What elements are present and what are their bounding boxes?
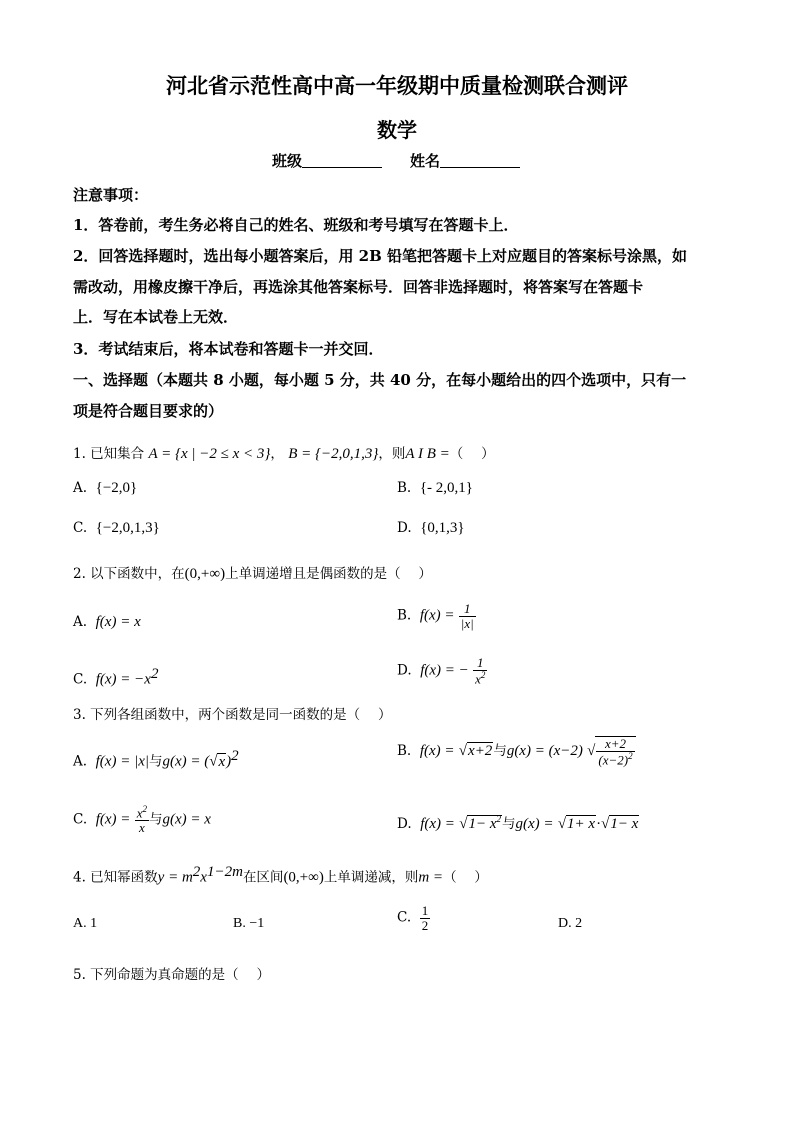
q2-d-num: 1 xyxy=(476,655,484,670)
class-label: 班级 xyxy=(272,152,303,170)
q3-a-label: A. xyxy=(73,753,88,770)
q1-option-b xyxy=(397,480,473,497)
q4-c-label: C. xyxy=(397,909,412,926)
note-2-line-3: 上．写在本试卷上无效． xyxy=(73,308,239,326)
note-2-line-1: 2．回答选择题时，选出每小题答案后，用 2B 铅笔把答题卡上对应题目的答案标号涂黑，如 xyxy=(73,247,688,265)
q2-c-lhs: f(x) = −x xyxy=(95,671,151,688)
q1-suffix: ，则 xyxy=(378,446,406,462)
question-3-stem: 3. 下列各组函数中，两个函数是同一函数的是（ ） xyxy=(73,707,392,723)
q4-func: y = m xyxy=(157,869,193,886)
section-1-line-1: 一、选择题（本题共 8 小题，每小题 5 分，共 40 分，在每小题给出的四个选项中，只有一 xyxy=(73,371,687,389)
q2-prefix: 2. 以下函数中，在 xyxy=(73,566,185,582)
q2-b-fraction xyxy=(459,602,476,630)
q3-b-with: 与 xyxy=(493,742,507,759)
q3-c-label: C. xyxy=(73,811,88,828)
q3-b-den: $(x-2)^2$ xyxy=(598,750,633,767)
question-5-stem: 5. 下列命题为真命题的是（ ） xyxy=(73,967,270,983)
q2-b-num: 1 xyxy=(464,601,471,616)
q4-option-b: B. −1 xyxy=(233,916,265,931)
q4-mid: 在区间 xyxy=(242,869,284,886)
q2-option-a xyxy=(73,614,141,631)
note-1: 1．答卷前，考生务必将自己的姓名、班级和考号填写在答题卡上． xyxy=(73,216,519,234)
q1-c-label: C. xyxy=(73,520,88,536)
name-field xyxy=(410,150,520,171)
q3-b-g: g(x) = (x−2) xyxy=(506,742,583,759)
q1-b-label: B. xyxy=(397,480,412,496)
q4-paren: （ ） xyxy=(443,869,488,886)
q3-a-g: g(x) = ( xyxy=(162,753,210,770)
q4-func-exp-1: 2 xyxy=(192,864,201,880)
q1-sep: ， xyxy=(270,446,284,462)
q2-option-d xyxy=(397,656,487,686)
q4-var: m = xyxy=(418,869,444,886)
q2-interval: (0,+∞) xyxy=(184,566,226,582)
q1-c-value: {−2,0,1,3} xyxy=(95,520,160,536)
q1-set-b: B = {−2,0,1,3} xyxy=(288,446,379,462)
q2-option-c xyxy=(73,666,158,689)
q3-d-g: g(x) = xyxy=(515,816,554,832)
q1-d-value: {0,1,3} xyxy=(420,520,465,536)
name-label: 姓名 xyxy=(410,152,441,170)
q1-option-c xyxy=(73,520,160,537)
q4-func-x: x xyxy=(200,869,207,886)
q2-d-label: D. xyxy=(397,662,412,679)
note-3: 3．考试结束后，将本试卷和答题卡一并交回． xyxy=(73,340,384,358)
q3-option-d: D. $f(x) = √1- x^2$与g(x) = √1+ x·√1− x xyxy=(397,814,639,832)
q1-a-label: A. xyxy=(73,480,88,496)
q3-d-dot: · xyxy=(596,816,602,832)
q4-interval: (0,+∞) xyxy=(283,869,324,886)
q2-a-label: A. xyxy=(73,614,88,630)
q3-b-sqrt: x+2 xyxy=(468,742,493,759)
q3-d-f: f(x) = xyxy=(420,816,455,832)
q4-suffix: 上单调递减，则 xyxy=(323,869,419,886)
q3-b-f: f(x) = xyxy=(419,742,455,759)
q4-c-fraction xyxy=(420,904,431,932)
q3-a-exp: 2 xyxy=(231,748,239,764)
question-4-stem xyxy=(73,864,488,887)
q2-a-value: f(x) = x xyxy=(95,614,141,630)
q4-option-a: A. 1 xyxy=(73,916,98,931)
q3-d-sqrt-1: $1- x^2$ xyxy=(468,814,501,832)
name-blank xyxy=(440,153,520,168)
q3-option-c xyxy=(73,805,211,835)
q1-expr: A I B = xyxy=(405,446,450,462)
q1-option-d xyxy=(397,520,465,537)
q4-c-num: 1 xyxy=(421,903,429,918)
q3-option-a: A. f(x) = |x|与$g(x) = (√x)^2$ xyxy=(73,748,239,770)
q3-c-den: x xyxy=(135,820,149,835)
class-field xyxy=(272,150,382,171)
q2-suffix: 上单调递增且是偶函数的是（ ） xyxy=(225,566,432,582)
question-2-stem xyxy=(73,562,432,583)
q3-a-close: ) xyxy=(226,753,232,770)
q2-d-fraction xyxy=(473,656,487,686)
q2-option-b xyxy=(397,602,476,630)
section-1-line-2: 项是符合题目要求的） xyxy=(73,402,224,420)
q3-d-with: 与 xyxy=(501,816,516,832)
q4-option-c xyxy=(397,904,430,932)
q2-b-label: B. xyxy=(397,607,412,624)
q3-b-label: B. xyxy=(397,742,412,759)
class-blank xyxy=(302,153,382,168)
q3-b-num: x+2 xyxy=(604,736,627,751)
q3-a-f: f(x) = |x| xyxy=(95,753,149,770)
note-2-line-2: 需改动，用橡皮擦干净后，再选涂其他答案标号．回答非选择题时，将答案写在答题卡 xyxy=(73,278,644,296)
q3-c-g: g(x) = x xyxy=(162,811,211,828)
q2-c-label: C. xyxy=(73,671,88,688)
q1-set-a: A = {x | −2 ≤ x < 3} xyxy=(148,446,271,462)
q3-c-with: 与 xyxy=(149,811,163,828)
q2-c-exp: 2 xyxy=(150,666,159,682)
question-1-stem xyxy=(73,442,495,463)
exam-title: 河北省示范性高中高一年级期中质量检测联合测评 xyxy=(166,73,628,98)
q2-d-den: $x^2$ xyxy=(475,669,486,686)
q1-paren: （ ） xyxy=(449,446,495,462)
q3-d-label: D. xyxy=(397,816,412,832)
q4-c-den: 2 xyxy=(421,917,429,933)
q3-a-with: 与 xyxy=(148,753,163,770)
q3-c-fraction xyxy=(135,805,149,835)
notes-heading: 注意事项： xyxy=(73,186,149,204)
q3-c-f: f(x) = xyxy=(95,811,131,828)
q1-b-value: {- 2,0,1} xyxy=(419,480,473,496)
q1-d-label: D. xyxy=(397,520,412,536)
q4-prefix: 4. 已知幂函数 xyxy=(73,869,158,886)
q3-option-b: B. f(x) = √x+2与g(x) = (x−2) √ $\frac{x+2}{(x-2)^2}$ xyxy=(397,736,636,767)
q1-option-a xyxy=(73,480,137,497)
q3-b-fraction xyxy=(595,736,635,767)
q3-c-num: $x^2$ xyxy=(136,804,147,821)
q3-d-sqrt-3: 1− x xyxy=(610,816,639,832)
q2-d-lhs: f(x) = − xyxy=(420,662,469,679)
q1-a-value: {−2,0} xyxy=(95,480,138,496)
q4-option-d: D. 2 xyxy=(558,916,583,931)
subject-title: 数学 xyxy=(377,118,417,142)
q3-d-sqrt-2: 1+ x xyxy=(567,816,596,832)
q2-b-den: |x| xyxy=(460,615,474,631)
q3-a-sqrt: x xyxy=(218,753,226,770)
q2-b-lhs: f(x) = xyxy=(419,607,455,624)
q1-prefix: 1. 已知集合 xyxy=(73,446,145,462)
q4-func-exp-2: 1−2m xyxy=(206,864,243,880)
